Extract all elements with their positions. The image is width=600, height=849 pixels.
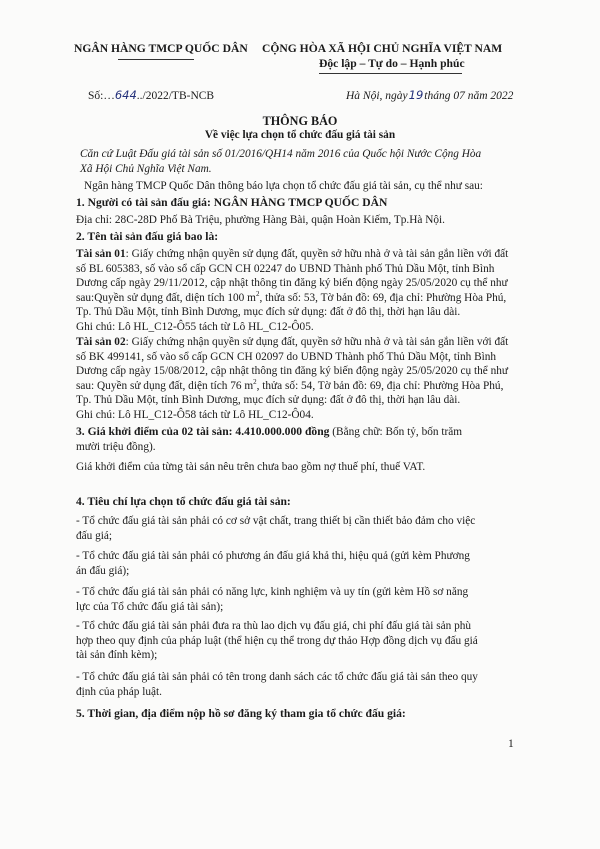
section-2-heading: 2. Tên tài sản đấu giá bao là:: [76, 230, 219, 243]
document-subtitle: Về việc lựa chọn tổ chức đấu giá tài sản: [204, 129, 396, 141]
org-name: NGÂN HÀNG TMCP QUỐC DÂN: [74, 42, 248, 55]
criterion-5-line-1: - Tổ chức đấu giá tài sản phải có tên trong danh sách các tổ chức đấu giá tài sản theo quy: [76, 671, 478, 683]
criterion-1: [76, 514, 528, 543]
motto-underline: [319, 73, 462, 74]
document-date: [346, 88, 513, 102]
asset-2-line-5: Tp. Thủ Dầu Một, tỉnh Bình Dương, mục đích sử dụng: đất ở đô thị, thời hạn lâu dài.: [76, 394, 461, 407]
section-3-heading: 3. Giá khởi điểm của 02 tài sản: 4.410.000.000 đồng: [76, 425, 330, 438]
ref-prefix: Số:…: [88, 90, 115, 102]
asset-2-note: Ghi chú: Lô HL_C12-Ô58 tách từ Lô HL_C12-Ô04.: [76, 408, 314, 421]
nation-title: CỘNG HÒA XÃ HỘI CHỦ NGHĨA VIỆT NAM: [262, 42, 503, 55]
asset-1-line-1: : Giấy chứng nhận quyền sử dụng đất, quyền sở hữu nhà ở và tài sản gắn liền với đất: [125, 248, 509, 260]
criterion-2: [76, 549, 528, 578]
document-title: THÔNG BÁO: [262, 114, 338, 128]
date-suffix: tháng 07 năm 2022: [424, 90, 514, 102]
owner-address: Địa chỉ: 28C-28D Phố Bà Triệu, phường Hàng Bài, quận Hoàn Kiếm, Tp.Hà Nội.: [76, 214, 445, 226]
asset-1-line-4b: , thửa số: 53, Tờ bản đồ: 69, địa chỉ: Phường Hòa Phú,: [259, 291, 507, 304]
ref-suffix: ../2022/TB-NCB: [136, 90, 215, 102]
asset-2-line-2: số BK 499141, số vào sổ cấp GCN CH 02097 do UBND Thành phố Thủ Dầu Một, tỉnh Bình: [76, 350, 497, 363]
criterion-2-line-2: án đấu giá);: [76, 564, 130, 577]
criterion-2-line-1: - Tổ chức đấu giá tài sản phải có phương án đấu giá khả thi, hiệu quả (gửi kèm Phương: [76, 550, 470, 562]
section-5-heading: 5. Thời gian, địa điểm nộp hồ sơ đăng ký tham gia tổ chức đấu giá:: [76, 707, 406, 720]
section-4-heading: 4. Tiêu chí lựa chọn tổ chức đấu giá tài sản:: [76, 495, 291, 508]
page-number: 1: [508, 738, 514, 750]
asset-2-block: [76, 335, 528, 423]
vat-note: Giá khởi điểm của từng tài sản nêu trên chưa bao gồm nợ thuế phí, thuế VAT.: [76, 461, 426, 473]
criterion-5-line-2: định của pháp luật.: [76, 685, 162, 698]
date-handwritten-day: 19: [408, 88, 424, 102]
criterion-4: [76, 619, 528, 663]
asset-1-line-5: Tp. Thủ Dầu Một, tỉnh Bình Dương, mục đích sử dụng: đất ở đô thị, thời hạn lâu dài.: [76, 306, 461, 319]
asset-1-note: Ghi chú: Lô HL_C12-Ô55 tách từ Lô HL_C12-Ô05.: [76, 320, 314, 333]
asset-2-line-1: : Giấy chứng nhận quyền sử dụng đất, quyền sở hữu nhà ở và tài sản gắn liền với đất: [125, 336, 509, 348]
asset-1-line-2: số BL 605383, số vào sổ cấp GCN CH 02247 do UBND Thành phố Thủ Dầu Một, tỉnh Bình: [76, 262, 495, 275]
asset-1-line-3: Dương cấp ngày 29/11/2012, cập nhật thông tin đăng ký biến động ngày 25/05/2020 cụ thể như: [76, 277, 508, 290]
legal-basis-line-2: Xã Hội Chủ Nghĩa Việt Nam.: [80, 162, 212, 175]
criterion-5: [76, 670, 528, 699]
asset-1-label: Tài sản 01: [76, 248, 126, 260]
area-superscript: 2: [255, 290, 260, 299]
section-1-heading: 1. Người có tài sản đấu giá: NGÂN HÀNG TMCP QUỐC DÂN: [76, 196, 388, 209]
asset-1-block: [76, 247, 528, 335]
criterion-3-line-2: lực của Tổ chức đấu giá tài sản);: [76, 600, 224, 613]
criterion-4-line-3: tài sản đính kèm);: [76, 649, 158, 662]
section-3-block: [76, 425, 528, 454]
area-superscript: 2: [253, 378, 257, 387]
asset-2-line-4b: , thửa số: 54, Tờ bản đồ: 69, địa chỉ: Phường Hòa Phú,: [256, 379, 504, 392]
legal-basis: [80, 147, 532, 176]
criterion-4-line-1: - Tổ chức đấu giá tài sản phải đưa ra thù lao dịch vụ đấu giá, chi phí đấu giá tài sản phù: [76, 620, 472, 632]
criterion-3: [76, 585, 528, 614]
asset-1-line-4a: sau:Quyền sử dụng đất, diện tích 100 m: [76, 291, 256, 304]
criterion-3-line-1: - Tổ chức đấu giá tài sản phải có năng lực, kinh nghiệm và uy tín (gửi kèm Hồ sơ năng: [76, 586, 469, 598]
price-in-words-2: mười triệu đồng).: [76, 440, 156, 453]
criterion-4-line-2: hợp theo quy định của pháp luật (thể hiện cụ thể trong dự thảo Hợp đồng dịch vụ đấu giá: [76, 634, 478, 647]
intro-paragraph: Ngân hàng TMCP Quốc Dân thông báo lựa chọn tổ chức đấu giá tài sản, cụ thể như sau:: [84, 180, 483, 192]
date-prefix: Hà Nội, ngày: [346, 90, 408, 102]
legal-basis-line-1: Căn cứ Luật Đấu giá tài sản số 01/2016/QH14 năm 2016 của Quốc hội Nước Cộng Hòa: [80, 148, 482, 160]
motto: Độc lập – Tự do – Hạnh phúc: [319, 57, 465, 70]
asset-2-label: Tài sản 02: [76, 336, 126, 348]
criterion-1-line-2: đấu giá;: [76, 529, 113, 542]
reference-number: [88, 88, 214, 102]
price-in-words-1: (Bằng chữ: Bốn tỷ, bốn trăm: [329, 426, 463, 438]
org-underline: [118, 59, 194, 60]
asset-2-line-4a: sau: Quyền sử dụng đất, diện tích 76 m: [76, 379, 254, 392]
asset-2-line-3: Dương cấp ngày 15/08/2012, cập nhật thông tin đăng ký biến động ngày 25/05/2020 cụ thể như: [76, 365, 509, 378]
criterion-1-line-1: - Tổ chức đấu giá tài sản phải có cơ sở vật chất, trang thiết bị cần thiết bảo đảm cho việc: [76, 515, 476, 527]
ref-handwritten-number: 644: [114, 88, 137, 102]
